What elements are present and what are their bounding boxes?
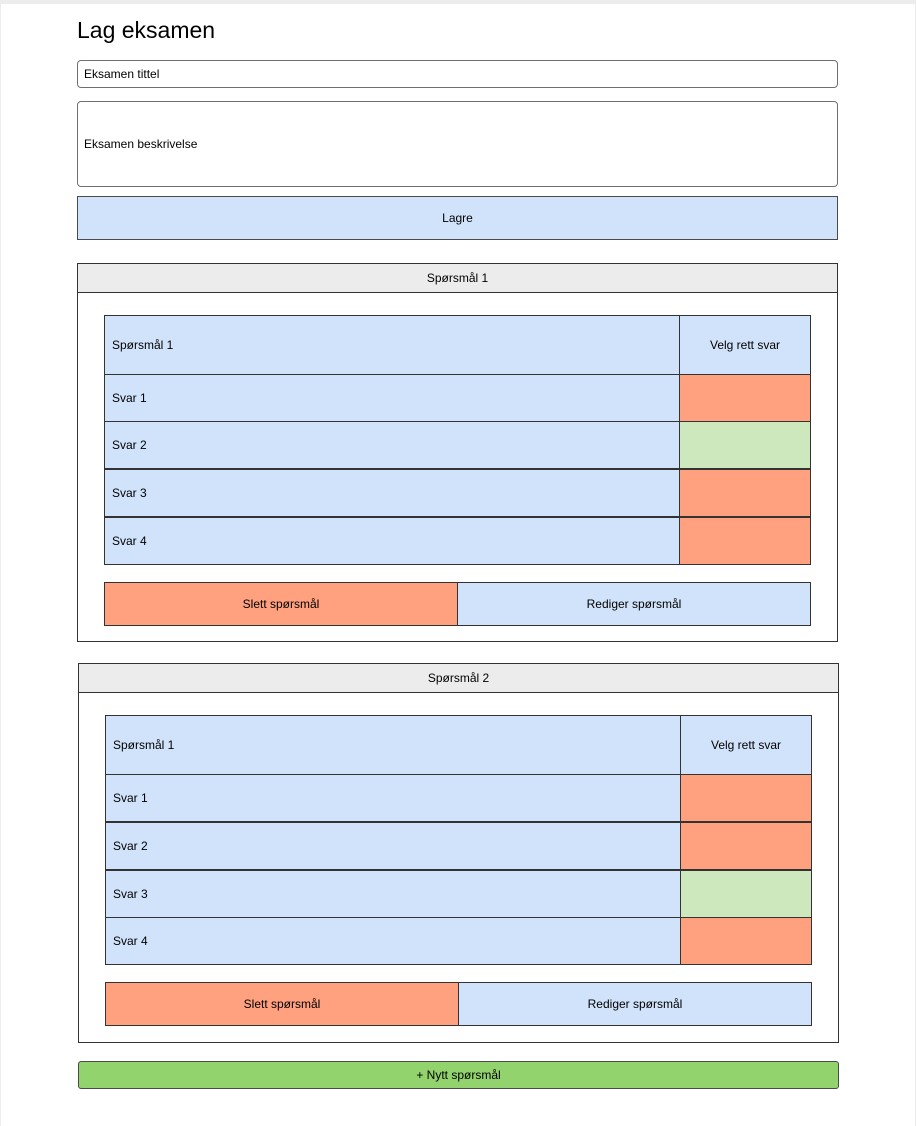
page-title: Lag eksamen [77, 17, 216, 43]
answer-text-field[interactable]: Svar 4 [104, 517, 680, 565]
answer-correct-toggle[interactable] [680, 917, 812, 965]
save-button[interactable]: Lagre [77, 196, 838, 240]
answer-text-field[interactable]: Svar 1 [104, 374, 680, 422]
question-card [77, 263, 838, 642]
answer-text-field[interactable]: Svar 1 [105, 774, 681, 822]
question-card [78, 663, 839, 1043]
answer-text-field[interactable]: Svar 4 [105, 917, 681, 965]
edit-question-button[interactable]: Rediger spørsmål [457, 582, 811, 626]
question-header: Spørsmål 2 [78, 663, 839, 693]
answer-correct-toggle[interactable] [679, 469, 811, 517]
answer-correct-toggle[interactable] [679, 421, 811, 469]
answer-text-field[interactable]: Svar 3 [104, 469, 680, 517]
exam-title-input[interactable]: Eksamen tittel [77, 60, 838, 88]
exam-description-input[interactable]: Eksamen beskrivelse [77, 101, 838, 187]
answer-correct-toggle[interactable] [680, 774, 812, 822]
answer-correct-toggle[interactable] [680, 870, 812, 918]
answer-correct-toggle[interactable] [680, 822, 812, 870]
new-question-button[interactable]: + Nytt spørsmål [78, 1061, 839, 1089]
answer-correct-toggle[interactable] [679, 517, 811, 565]
edit-question-button[interactable]: Rediger spørsmål [458, 982, 812, 1026]
question-header: Spørsmål 1 [77, 263, 838, 293]
delete-question-button[interactable]: Slett spørsmål [104, 582, 458, 626]
choose-correct-label: Velg rett svar [679, 315, 811, 375]
question-text-field[interactable]: Spørsmål 1 [105, 715, 681, 775]
answer-text-field[interactable]: Svar 2 [105, 822, 681, 870]
choose-correct-label: Velg rett svar [680, 715, 812, 775]
answer-text-field[interactable]: Svar 2 [104, 421, 680, 469]
question-text-field[interactable]: Spørsmål 1 [104, 315, 680, 375]
delete-question-button[interactable]: Slett spørsmål [105, 982, 459, 1026]
answer-text-field[interactable]: Svar 3 [105, 870, 681, 918]
answer-correct-toggle[interactable] [679, 374, 811, 422]
